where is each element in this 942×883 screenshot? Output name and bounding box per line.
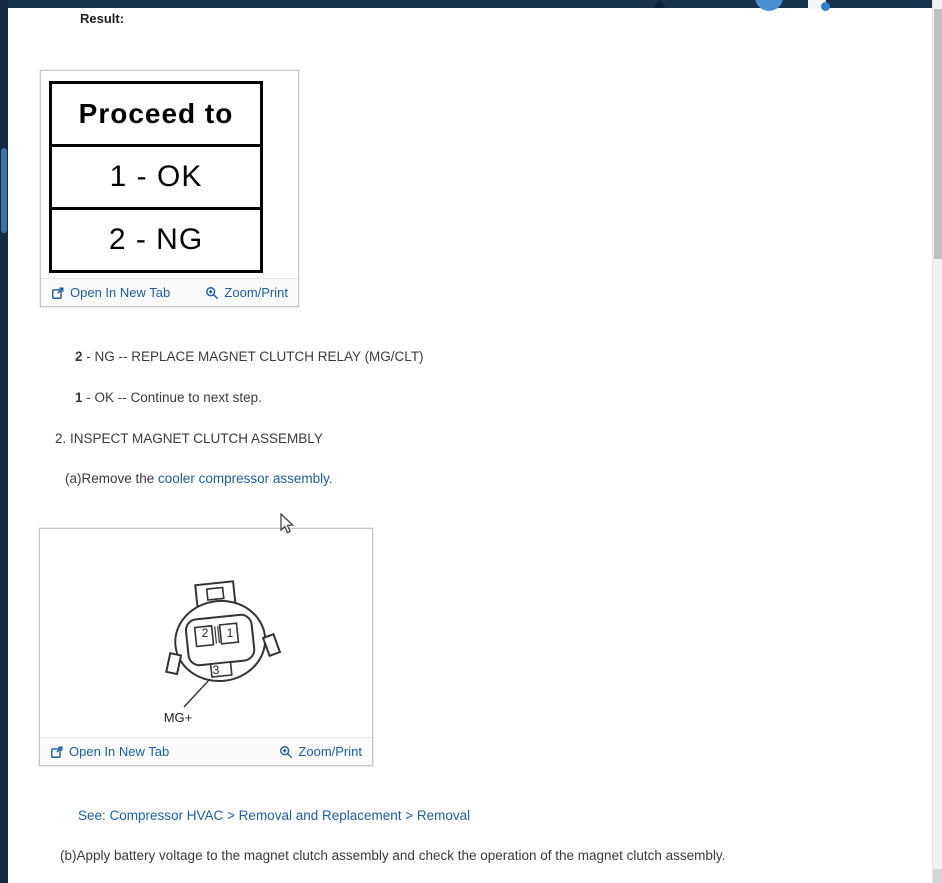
result-ng-line [75,349,424,364]
connector-pin-3-label: 3 [212,663,220,677]
open-in-new-tab-link[interactable] [51,285,170,300]
figure-image-connector [40,529,372,737]
cooler-compressor-assembly-link[interactable]: cooler compressor assembly. [158,471,333,486]
avatar[interactable] [755,0,783,11]
figure-image-result-table [41,71,298,278]
connector-pin-2-label: 2 [201,626,209,640]
connector-mg-label: MG+ [163,710,193,725]
result-table-drawing [49,81,263,273]
figure-toolbar [40,737,372,765]
connector-diagram [140,577,310,735]
zoom-print-label: Zoom/Print [224,285,288,300]
result-ng-text: - NG -- REPLACE MAGNET CLUTCH RELAY (MG/CLT) [82,349,424,364]
figure-result-table [40,70,299,307]
result-ok-line [75,390,262,405]
open-in-new-tab-icon [50,745,64,759]
result-label: Result: [80,11,125,26]
notification-dot-icon [821,2,830,11]
zoom-print-link[interactable] [279,744,362,759]
search-icon [653,0,666,8]
zoom-print-link[interactable] [205,285,288,300]
substep-a-prefix: (a)Remove the [65,471,159,486]
left-scrollbar-thumb[interactable] [1,148,7,233]
figure-toolbar [41,278,298,306]
result-table-header: Proceed to [78,98,234,129]
zoom-icon [279,745,293,759]
left-edge-bar [0,0,8,883]
substep-a-line [65,471,333,486]
open-in-new-tab-label: Open In New Tab [70,285,171,300]
step2-title: 2. INSPECT MAGNET CLUTCH ASSEMBLY [55,431,323,446]
mouse-cursor [280,513,296,535]
scrollbar-thumb[interactable] [934,9,942,259]
zoom-print-label: Zoom/Print [298,744,362,759]
open-in-new-tab-link[interactable] [50,744,169,759]
top-header-bar [0,0,933,8]
figure-connector [39,528,373,766]
vertical-scrollbar[interactable] [932,0,942,883]
result-table-row-ok: 1 - OK [52,144,260,207]
result-ok-text: - OK -- Continue to next step. [82,390,262,405]
zoom-icon [205,286,219,300]
see-reference-link[interactable]: See: Compressor HVAC > Removal and Replacement > Removal [78,808,471,823]
open-in-new-tab-label: Open In New Tab [69,744,170,759]
result-ok-number: 1 [75,390,83,405]
substep-b-line: (b)Apply battery voltage to the magnet clutch assembly and check the operation of the magnet clutch assembly. [60,848,726,863]
result-ng-number: 2 [75,349,83,364]
connector-pin-1-label: 1 [226,626,234,640]
help-icon[interactable] [808,0,826,9]
scrollbar-down-button[interactable] [933,869,942,883]
result-table-row-ng: 2 - NG [52,207,260,270]
open-in-new-tab-icon [51,286,65,300]
